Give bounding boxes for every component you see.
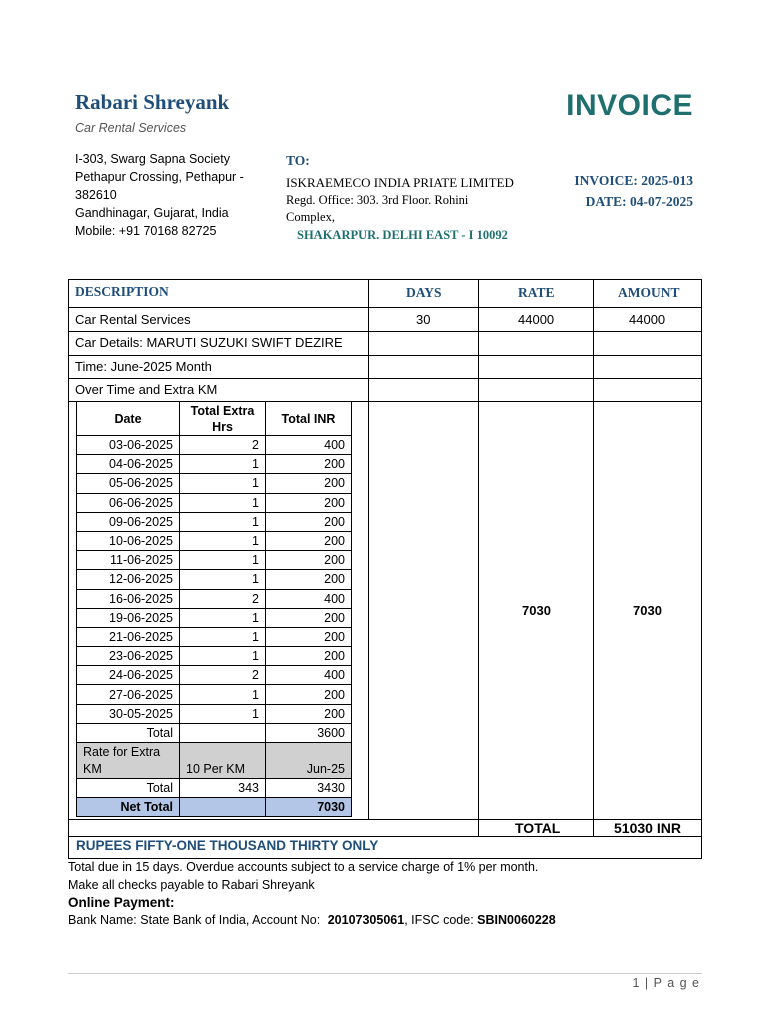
row-description: Car Rental Services [75, 312, 191, 327]
ot-inr: 200 [266, 551, 352, 570]
amount-in-words: RUPEES FIFTY-ONE THOUSAND THIRTY ONLY [76, 838, 379, 853]
row-days: 30 [416, 312, 431, 327]
invoice-number: INVOICE: 2025-013 [574, 173, 693, 188]
ot-hrs: 1 [180, 455, 266, 474]
ot-hrs: 2 [180, 666, 266, 685]
ot-inr: 400 [266, 589, 352, 608]
address-line: Pethapur Crossing, Pethapur - [75, 170, 244, 184]
ot-inr: 200 [266, 455, 352, 474]
ot-inr: 200 [266, 493, 352, 512]
page-number: 1 | P a g e [632, 976, 700, 990]
ot-inr: 200 [266, 704, 352, 723]
ot-inr: 200 [266, 647, 352, 666]
online-payment-label: Online Payment: [68, 895, 175, 910]
total-value: 51030 INR [614, 820, 681, 836]
ot-row [77, 570, 352, 589]
header-amount: AMOUNT [618, 285, 680, 300]
ot-rate-label: Rate for Extra KM [77, 743, 180, 779]
ot-header-inr: Total INR [266, 402, 352, 436]
bank-prefix: Bank Name: State Bank of India, Account No: [68, 913, 321, 927]
ot-date: 06-06-2025 [77, 493, 180, 512]
company-tagline: Car Rental Services [75, 121, 187, 135]
ot-date: 24-06-2025 [77, 666, 180, 685]
ot-inr: 200 [266, 512, 352, 531]
invoice-meta [574, 170, 693, 212]
ot-date: 12-06-2025 [77, 570, 180, 589]
row-amount: 44000 [629, 312, 666, 327]
client-office: Regd. Office: 303. 3rd Floor. Rohini Complex, [286, 193, 469, 224]
ot-rate: 7030 [522, 603, 551, 618]
ot-date: 04-06-2025 [77, 455, 180, 474]
ot-date: 11-06-2025 [77, 551, 180, 570]
ot-km-total-label: Total [77, 779, 180, 798]
ot-inr: 400 [266, 666, 352, 685]
ot-hrs: 1 [180, 685, 266, 704]
header-days: DAYS [406, 285, 442, 300]
invoice-title: INVOICE [566, 89, 693, 122]
ot-date: 03-06-2025 [77, 436, 180, 455]
ot-date: 09-06-2025 [77, 512, 180, 531]
ot-hrs: 1 [180, 551, 266, 570]
ot-row [77, 455, 352, 474]
to-label: TO: [286, 153, 310, 168]
ot-km-total-inr: 3430 [266, 779, 352, 798]
ot-net-total-value: 7030 [266, 798, 352, 817]
ot-hrs: 1 [180, 608, 266, 627]
company-address [75, 150, 270, 240]
ot-hrs: 2 [180, 436, 266, 455]
header-rate: RATE [518, 285, 555, 300]
client-city: SHAKARPUR. DELHI EAST - I 10092 [297, 228, 508, 242]
address-line: 382610 [75, 188, 117, 202]
ot-row [77, 512, 352, 531]
row-description: Time: June-2025 Month [75, 359, 212, 374]
ot-row [77, 666, 352, 685]
ot-row [77, 627, 352, 646]
ot-date: 19-06-2025 [77, 608, 180, 627]
account-number: 20107305061 [327, 913, 405, 927]
ot-date: 27-06-2025 [77, 685, 180, 704]
ot-date: 21-06-2025 [77, 627, 180, 646]
ot-hrs: 1 [180, 647, 266, 666]
ot-hrs: 1 [180, 531, 266, 550]
ot-row [77, 589, 352, 608]
ot-date: 23-06-2025 [77, 647, 180, 666]
ot-row [77, 493, 352, 512]
ot-row [77, 647, 352, 666]
ot-row [77, 531, 352, 550]
ot-hrs: 1 [180, 627, 266, 646]
footer-divider [68, 973, 702, 974]
ot-total-inr: 3600 [266, 723, 352, 742]
ot-hrs: 1 [180, 704, 266, 723]
ot-hrs: 1 [180, 474, 266, 493]
ot-hrs: 1 [180, 512, 266, 531]
ifsc-prefix: , IFSC code: [404, 913, 474, 927]
company-name: Rabari Shreyank [75, 90, 230, 114]
ot-date: 30-05-2025 [77, 704, 180, 723]
ot-hrs: 1 [180, 493, 266, 512]
ot-rate-per: 10 Per KM [180, 743, 266, 779]
ot-inr: 200 [266, 570, 352, 589]
ot-inr: 200 [266, 608, 352, 627]
ot-hrs: 2 [180, 589, 266, 608]
overtime-table [76, 401, 352, 817]
ot-inr: 200 [266, 531, 352, 550]
ot-inr: 400 [266, 436, 352, 455]
ot-rate-month: Jun-25 [266, 743, 352, 779]
ot-total-label: Total [77, 723, 180, 742]
row-description: Over Time and Extra KM [75, 382, 218, 397]
ot-row [77, 474, 352, 493]
ot-inr: 200 [266, 474, 352, 493]
ot-total-empty [180, 723, 266, 742]
bank-details [68, 913, 556, 927]
ot-date: 16-06-2025 [77, 589, 180, 608]
row-rate: 44000 [518, 312, 555, 327]
address-line: Gandhinagar, Gujarat, India [75, 206, 229, 220]
ot-header-date: Date [77, 402, 180, 436]
ot-row [77, 436, 352, 455]
row-description: Car Details: MARUTI SUZUKI SWIFT DEZIRE [75, 335, 343, 350]
payment-terms [68, 858, 538, 912]
ot-hrs: 1 [180, 570, 266, 589]
address-line: Mobile: +91 70168 82725 [75, 224, 217, 238]
ot-net-total-label: Net Total [77, 798, 180, 817]
ot-row [77, 608, 352, 627]
ifsc-code: SBIN0060228 [477, 913, 556, 927]
total-label: TOTAL [515, 820, 561, 836]
client-name: ISKRAEMECO INDIA PRIATE LIMITED [286, 175, 514, 190]
ot-row [77, 685, 352, 704]
address-line: I-303, Swarg Sapna Society [75, 152, 230, 166]
ot-net-total-empty [180, 798, 266, 817]
terms-line: Make all checks payable to Rabari Shreyank [68, 878, 315, 892]
ot-amount: 7030 [633, 603, 662, 618]
header-description: DESCRIPTION [75, 284, 169, 299]
ot-inr: 200 [266, 627, 352, 646]
ot-inr: 200 [266, 685, 352, 704]
ot-header-hrs: Total Extra Hrs [180, 402, 266, 436]
invoice-date: DATE: 04-07-2025 [585, 194, 693, 209]
ot-row [77, 551, 352, 570]
ot-date: 10-06-2025 [77, 531, 180, 550]
terms-line: Total due in 15 days. Overdue accounts subject to a service charge of 1% per month. [68, 860, 539, 874]
ot-km-total-qty: 343 [180, 779, 266, 798]
ot-date: 05-06-2025 [77, 474, 180, 493]
ot-row [77, 704, 352, 723]
